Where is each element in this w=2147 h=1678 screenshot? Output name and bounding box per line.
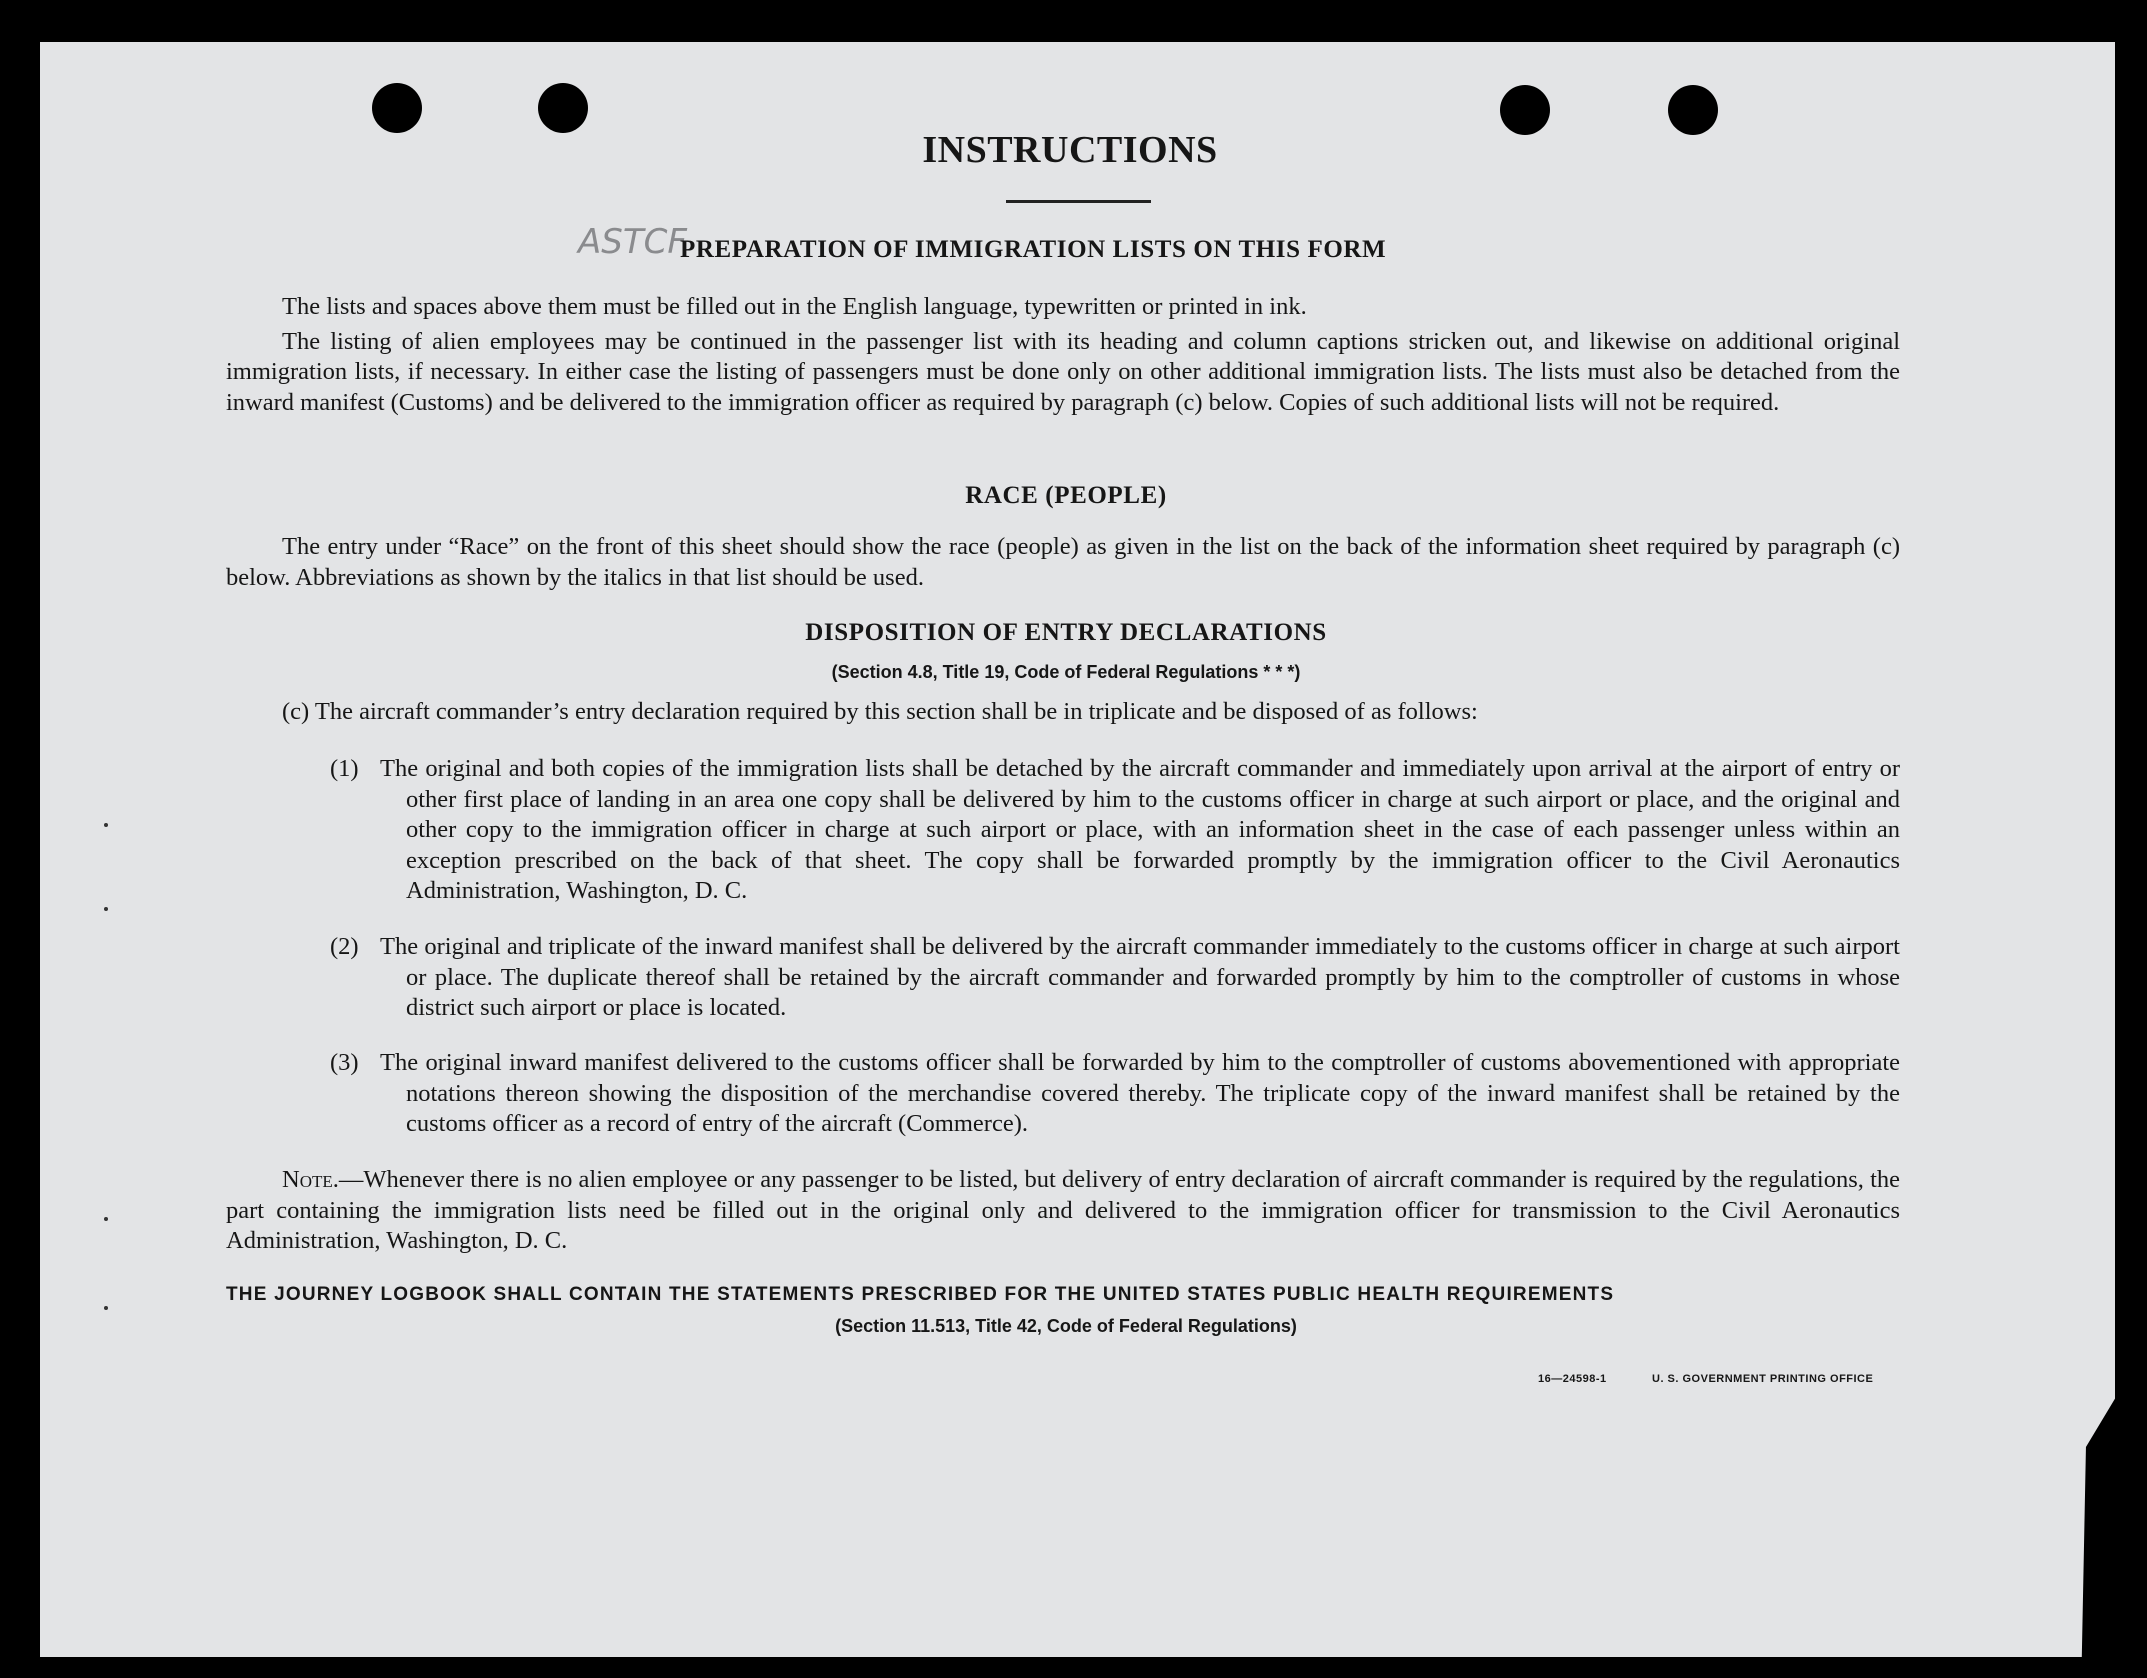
printer-line: U. S. GOVERNMENT PRINTING OFFICE [1652,1373,1874,1385]
logbook-citation: (Section 11.513, Title 42, Code of Federal Regulations) [835,1316,1297,1336]
page-title: INSTRUCTIONS [922,129,1218,171]
punch-hole [1500,85,1550,135]
list-item-number: (3) [330,1049,359,1076]
paragraph-text: (c) The aircraft commander’s entry declaration required by this section shall be in triplicate and be disposed of as follows: [282,698,1478,725]
stray-mark [104,1306,108,1310]
section-heading-disposition: DISPOSITION OF ENTRY DECLARATIONS [805,619,1327,646]
paragraph-text: The lists and spaces above them must be filled out in the English language, typewritten or printed in ink. [282,293,1307,320]
punch-hole [538,83,588,133]
paragraph [226,292,1900,418]
paragraph-text: The entry under “Race” on the front of this sheet should show the race (people) as given in the list on the back of the information sheet required by paragraph (c) below. Abbreviations as shown by the italics in that list should be used. [226,533,1900,591]
list-item-text: The original and triplicate of the inward manifest shall be delivered by the aircraft commander immediately to the customs officer in charge at such airport or place. The duplicate thereof shall be retained by the aircraft commander and forwarded promptly by him to the comptroller of customs in whose district such airport or place is located. [380,933,1900,1021]
note-body: —Whenever there is no alien employee or any passenger to be listed, but delivery of entry declaration of aircraft commander is required by the regulations, the part containing the immigration lists need be filled out in the original only and delivered to the immigration officer for transmission to the Civil Aeronautics Administration, Washington, D. C. [226,1166,1900,1254]
title-rule [1006,200,1151,203]
note-text [226,1165,1900,1257]
list-item [330,754,1900,906]
note-paragraph [226,1165,1900,1257]
section-citation: (Section 4.8, Title 19, Code of Federal Regulations * * *) [831,662,1301,682]
note-label: Note. [282,1166,339,1193]
list-item-text: The original inward manifest delivered to the customs officer shall be forwarded by him to the comptroller of customs abovementioned with appropriate notations thereon showing the disposition of the merchandise covered thereby. The triplicate copy of the inward manifest shall be retained by the customs officer as a record of entry of the aircraft (Commerce). [380,1049,1900,1137]
punch-hole [1668,85,1718,135]
list-item-text: The original and both copies of the immigration lists shall be detached by the aircraft commander and immediately upon arrival at the airport of entry or other first place of landing in an area one copy shall be delivered by him to the customs officer in charge at such airport or place, and the original and other copy to the immigration officer in charge at such airport or place, with an information sheet in the case of each passenger unless within an exception prescribed on the back of that sheet. The copy shall be forwarded promptly by the immigration officer to the Civil Aeronautics Administration, Washington, D. C. [380,755,1900,904]
section-heading-race: RACE (PEOPLE) [965,482,1167,509]
print-code: 16—24598-1 [1538,1373,1607,1385]
paragraph [226,697,1900,728]
list-item [330,932,1900,1024]
list-item-number: (2) [330,933,359,960]
list-item [330,1048,1900,1140]
list-item-number: (1) [330,755,359,782]
section-heading-preparation: PREPARATION OF IMMIGRATION LISTS ON THIS FORM [680,236,1387,263]
stray-mark [104,823,108,827]
logbook-statement: THE JOURNEY LOGBOOK SHALL CONTAIN THE STATEMENTS PRESCRIBED FOR THE UNITED STATES PUBLIC HEALTH REQUIREMENTS [226,1284,1615,1305]
handwritten-initials: ASTCF [578,222,687,262]
paragraph-text: The listing of alien employees may be continued in the passenger list with its heading and column captions stricken out, and likewise on additional original immigration lists, if necessary. In either case the listing of passengers must be done only on other additional immigration lists. The lists must also be detached from the inward manifest (Customs) and be delivered to the immigration officer as required by paragraph (c) below. Copies of such additional lists will not be required. [226,327,1900,416]
stray-mark [104,1217,108,1221]
paragraph [226,532,1900,593]
punch-hole [372,83,422,133]
stray-mark [104,907,108,911]
